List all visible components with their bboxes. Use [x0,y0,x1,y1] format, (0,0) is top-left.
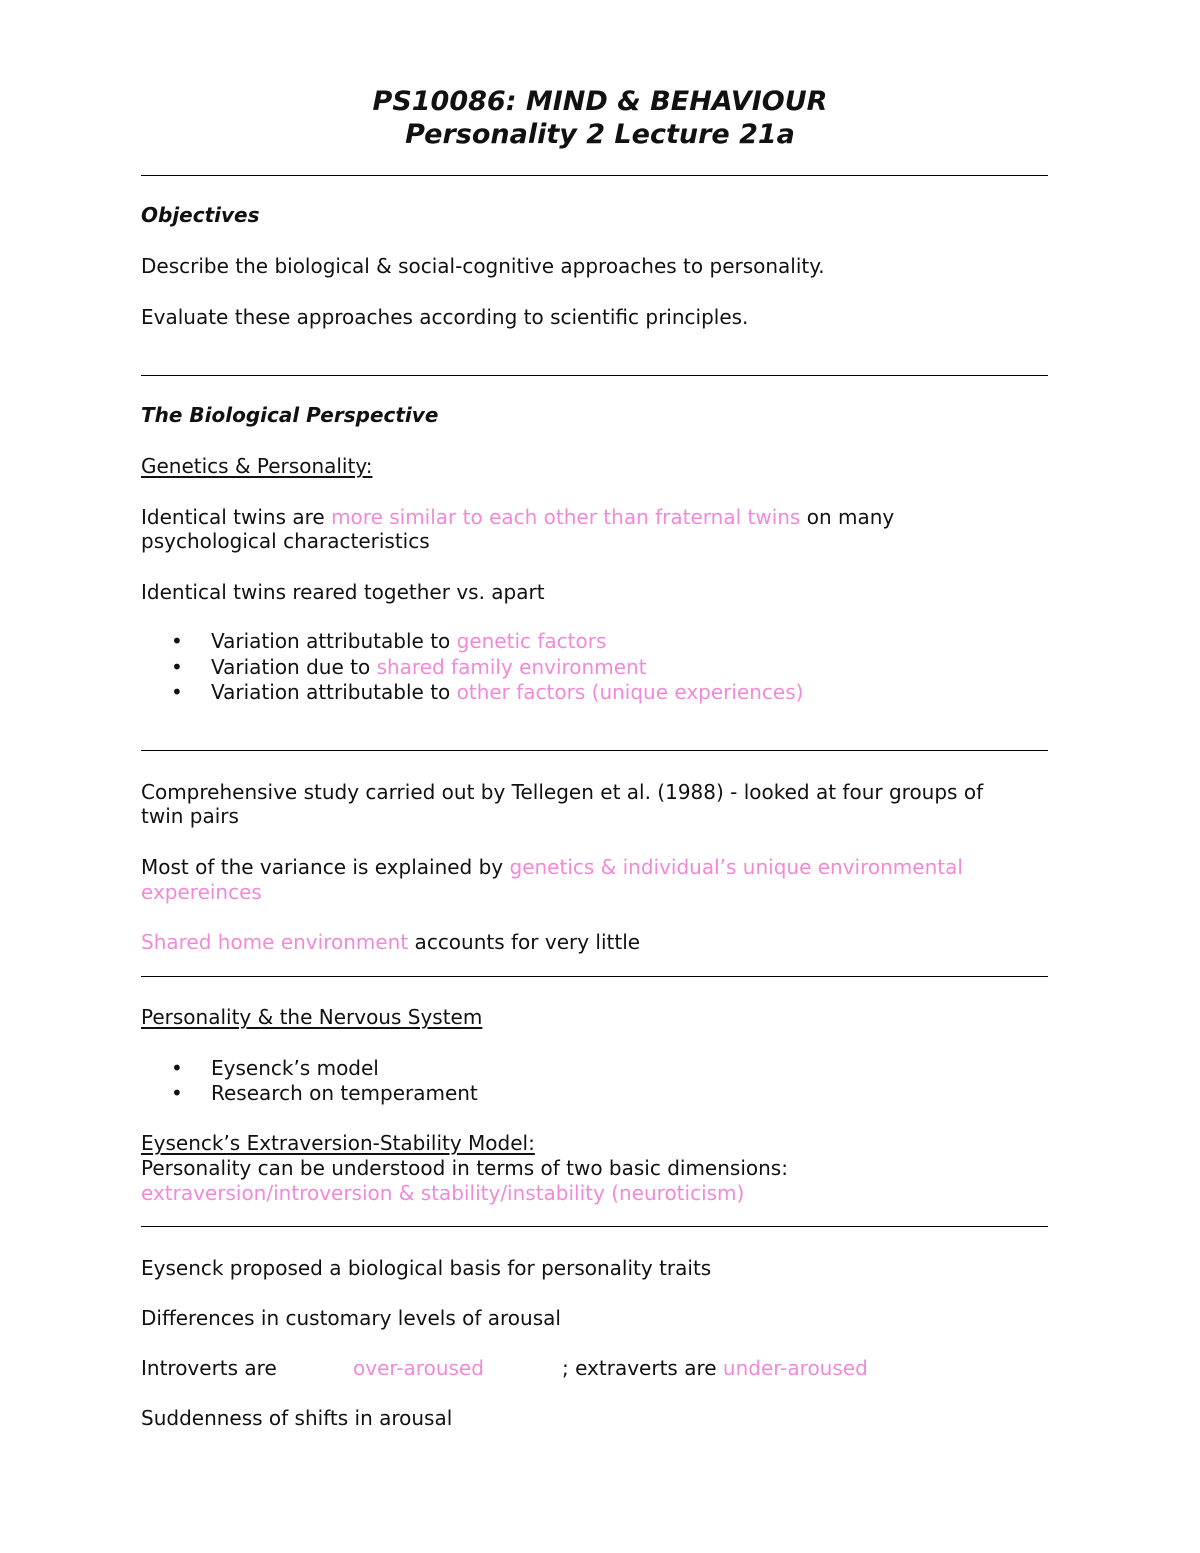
objectives-heading: Objectives [141,203,260,227]
objective-item: Describe the biological & social-cognitive approaches to personality. [141,254,825,278]
bullet-icon: • [171,680,183,704]
text-span: Most of the variance is explained by [141,855,510,879]
model-subheading: Eysenck’s Extraversion-Stability Model: [141,1131,535,1155]
bullet-icon: • [171,1081,183,1105]
model-highlight: extraversion/introversion & stability/instability (neuroticism) [141,1181,745,1205]
list-item [211,655,647,680]
highlight-text: shared family environment [376,655,647,679]
text-span: Variation due to [211,655,377,679]
model-statement: Personality can be understood in terms of two basic dimensions: [141,1156,788,1180]
study-statement-cont: twin pairs [141,804,239,828]
nervous-system-subheading: Personality & the Nervous System [141,1005,483,1029]
divider [141,976,1048,977]
introverts-label: Introverts are [141,1356,277,1380]
variance-statement [141,855,1051,880]
reared-statement: Identical twins reared together vs. apart [141,580,545,604]
introverts-highlight: over-aroused [353,1356,484,1380]
course-title: PS10086: MIND & BEHAVIOUR [372,86,828,117]
list-item: Research on temperament [211,1081,478,1105]
text-span: ; extraverts are [562,1356,723,1380]
highlight-text: other factors (unique experiences) [456,680,804,704]
divider [141,1226,1048,1227]
study-statement: Comprehensive study carried out by Tellegen et al. (1988) - looked at four groups of [141,780,984,804]
divider [141,175,1048,176]
subheading [141,1131,1051,1156]
differences-statement: Differences in customary levels of arousal [141,1306,561,1330]
section-heading: The Biological Perspective [141,403,439,427]
twins-statement-cont: psychological characteristics [141,529,430,553]
divider [141,375,1048,376]
bullet-icon: • [171,629,183,653]
highlight-text: genetic factors [456,629,607,653]
subheading [141,1005,1051,1030]
objective-item: Evaluate these approaches according to scientific principles. [141,305,749,329]
subheading [141,454,1051,479]
divider [141,750,1048,751]
text-span: accounts for very little [408,930,641,954]
text-span: Variation attributable to [211,629,457,653]
extraverts-statement [562,1356,1042,1381]
proposed-statement: Eysenck proposed a biological basis for personality traits [141,1256,712,1280]
list-item: Eysenck’s model [211,1056,379,1080]
lecture-title: Personality 2 Lecture 21a [405,119,795,150]
highlight-text: under-aroused [722,1356,868,1380]
highlight-text: genetics & individual’s unique environmental [509,855,963,879]
highlight-text: Shared home environment [141,930,409,954]
text-span: Identical twins are [141,505,332,529]
suddenness-statement: Suddenness of shifts in arousal [141,1406,453,1430]
variance-highlight-cont: expereinces [141,880,262,904]
text-span: Variation attributable to [211,680,457,704]
bullet-icon: • [171,655,183,679]
highlight-text: more similar to each other than fraternal twins [331,505,801,529]
list-item [211,680,803,705]
text-span: on many [800,505,895,529]
list-item [211,629,606,654]
bullet-icon: • [171,1056,183,1080]
shared-environment-statement [141,930,1051,955]
genetics-subheading: Genetics & Personality: [141,454,373,478]
twins-statement [141,505,1051,530]
